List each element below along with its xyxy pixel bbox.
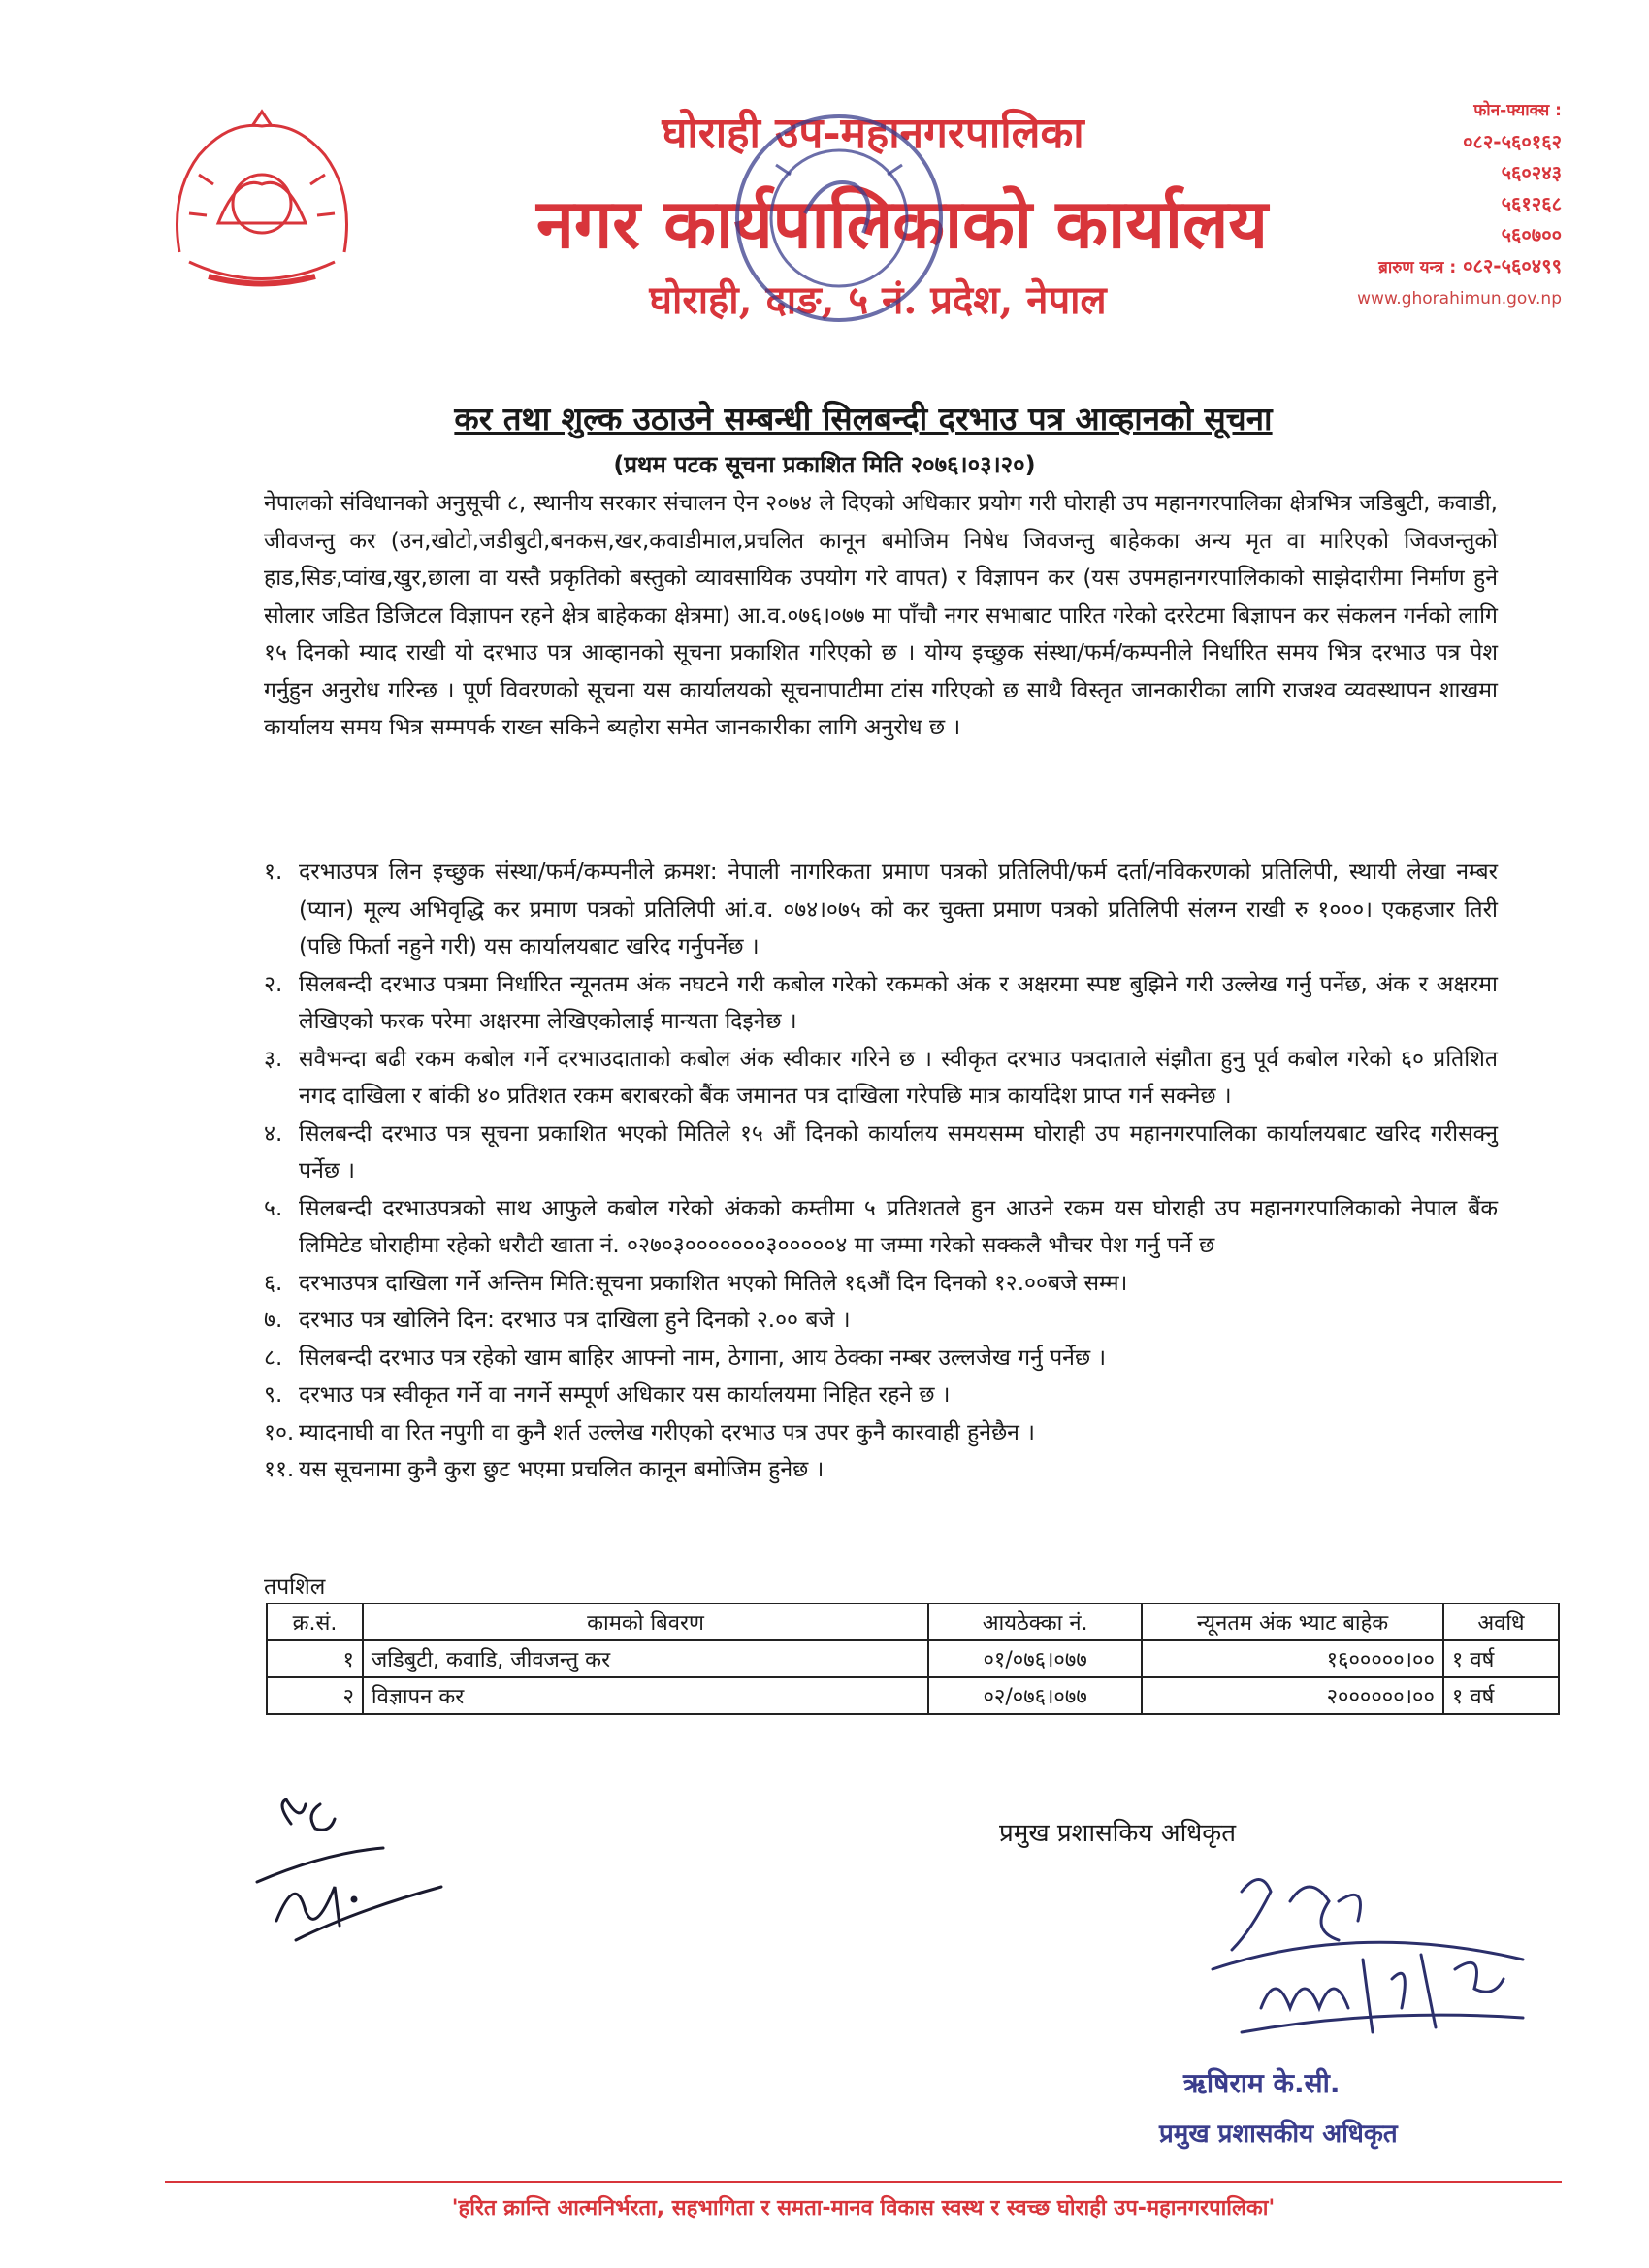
condition-number: २. <box>264 971 283 997</box>
condition-text: सिलबन्दी दरभाउ पत्र रहेको खाम बाहिर आफ्नो नाम, ठेगाना, आय ठेक्का नम्बर उल्लजेख गर्नु पर्नेछ । <box>299 1345 1107 1371</box>
signatory-title: प्रमुख प्रशासकीय अधिकृत <box>1159 2120 1398 2149</box>
column-header: कामको बिवरण <box>363 1604 928 1640</box>
condition-item <box>264 1190 1498 1265</box>
table-header-row <box>267 1604 1559 1640</box>
condition-number: ७. <box>264 1308 283 1333</box>
table-row <box>267 1640 1559 1677</box>
nepal-government-emblem-icon <box>160 107 364 301</box>
column-header: आयठेक्का नं. <box>928 1604 1142 1640</box>
table-cell: जडिबुटी, कवाडि, जीवजन्तु कर <box>363 1640 928 1677</box>
column-header: न्यूनतम अंक भ्याट बाहेक <box>1142 1604 1443 1640</box>
alarm-label: ब्रारुण यन्त्र : <box>1378 258 1457 277</box>
signatory-name: ऋषिराम के.सी. <box>1183 2067 1341 2099</box>
condition-text: दरभाउ पत्र खोलिने दिन: दरभाउ पत्र दाखिला हुने दिनको २.०० बजे । <box>299 1308 851 1333</box>
handwritten-signature-right <box>1203 1863 1533 2057</box>
condition-number: ६. <box>264 1270 283 1296</box>
condition-text: दरभाउपत्र दाखिला गर्ने अन्तिम मिति:सूचना प्रकाशित भएको मितिले १६औं दिन दिनको १२.००बजे सम्म। <box>299 1270 1128 1296</box>
table-cell: ०२/०७६।०७७ <box>928 1677 1142 1714</box>
chief-officer-label: प्रमुख प्रशासकिय अधिकृत <box>999 1819 1237 1848</box>
condition-item <box>264 1414 1498 1452</box>
condition-text: यस सूचनामा कुनै कुरा छुट भएमा प्रचलित कानून बमोजिम हुनेछ । <box>299 1457 824 1482</box>
condition-item <box>264 854 1498 966</box>
condition-text: सिलबन्दी दरभाउ पत्र सूचना प्रकाशित भएको मितिले १५ औं दिनको कार्यालय समयसम्म घोराही उप महानगरपालिका कार्यालयबाट खरिद गरीसक्नु पर्नेछ । <box>299 1120 1498 1183</box>
intro-paragraph: नेपालको संविधानको अनुसूची ८, स्थानीय सरकार संचालन ऐन २०७४ ले दिएको अधिकार प्रयोग गरी घोराही उप महानगरपालिका क्षेत्रभित्र जडिबुटी, कवाडी, जीवजन्तु कर (उन,खोटो,जडीबुटी,बनकस,खर,कवाडीमाल,प्रचलित कानून बमोजिम निषेध जिवजन्तु बाहेकका अन्य मृत वा मारिएको जिवजन्तुको हाड,सिङ,प्वांख,खुर,छाला वा यस्तै प्रकृतिको बस्तुको व्यावसायिक उपयोग गरे वापत) र विज्ञापन कर (यस उपमहानगरपालिकाको साझेदारीमा निर्माण हुने सोलार जडित डिजिटल विज्ञापन रहने क्षेत्र बाहेकका क्षेत्रमा) आ.व.०७६।०७७ मा पाँचौ नगर सभाबाट पारित गरेको दररेटमा बिज्ञापन कर संकलन गर्नको लागि १५ दिनको म्याद राखी यो दरभाउ पत्र आव्हानको सूचना प्रकाशित गरिएको छ । योग्य इच्छुक संस्था/फर्म/कम्पनीले निर्धारित समय भित्र दरभाउ पत्र पेश गर्नुहुन अनुरोध गरिन्छ । पूर्ण विवरणको सूचना यस कार्यालयको सूचनापाटीमा टांस गरिएको छ साथै विस्तृत जानकारीका लागि राजश्व व्यवस्थापन शाखमा कार्यालय समय भित्र सम्मपर्क राख्न सकिने ब्यहोरा समेत जानकारीका लागि अनुरोध छ । <box>264 491 1498 740</box>
alarm-number: ०८२-५६०४९९ <box>1463 254 1562 277</box>
table-cell: २००००००।०० <box>1142 1677 1443 1714</box>
condition-item <box>264 1041 1498 1116</box>
notice-title: कर तथा शुल्क उठाउने सम्बन्धी सिलबन्दी दरभाउ पत्र आव्हानको सूचना <box>454 400 1273 437</box>
condition-number: ११. <box>264 1457 295 1482</box>
municipality-round-stamp-icon <box>718 107 960 330</box>
schedule-table <box>266 1603 1560 1715</box>
phone-number: ०८२-५६०१६२ <box>1463 130 1562 153</box>
footer-divider <box>165 2181 1562 2183</box>
condition-number: ९. <box>264 1382 283 1408</box>
condition-number: ३. <box>264 1046 283 1072</box>
condition-number: ४. <box>264 1120 283 1147</box>
condition-item <box>264 1377 1498 1414</box>
org-line1: घोराही उप-महानगरपालिका <box>662 109 1084 158</box>
condition-text: म्यादनाघी वा रित नपुगी वा कुनै शर्त उल्लेख गरीएको दरभाउ पत्र उपर कुनै कारवाही हुनेछैन । <box>299 1419 1035 1445</box>
condition-number: १. <box>264 859 283 885</box>
condition-item <box>264 1451 1498 1489</box>
table-cell: २ <box>267 1677 363 1714</box>
phone-number: ५६०७०० <box>1501 223 1562 246</box>
condition-text: दरभाउ पत्र स्वीकृत गर्ने वा नगर्ने सम्पूर्ण अधिकार यस कार्यालयमा निहित रहने छ । <box>299 1382 951 1408</box>
condition-text: दरभाउपत्र लिन इच्छुक संस्था/फर्म/कम्पनीले क्रमश: नेपाली नागरिकता प्रमाण पत्रको प्रतिलिपी/फर्म दर्ता/नविकरणको प्रतिलिपी, स्थायी लेखा नम्बर (प्यान) मूल्य अभिवृद्धि कर प्रमाण पत्रको प्रतिलिपी आं.व. ०७४।०७५ को कर चुक्ता प्रमाण पत्रको प्रतिलिपी संलग्न राखी रु १०००। एकहजार तिरी (पछि फिर्ता नहुने गरी) यस कार्यालयबाट खरिद गर्नुपर्नेछ । <box>299 859 1498 959</box>
condition-item <box>264 1116 1498 1190</box>
column-header: अवधि <box>1443 1604 1559 1640</box>
table-cell: १६०००००।०० <box>1142 1640 1443 1677</box>
org-line2: नगर कार्यपालिकाको कार्यालय <box>535 183 1269 264</box>
letterhead <box>0 0 1649 340</box>
condition-text: सिलबन्दी दरभाउपत्रको साथ आफुले कबोल गरेको अंकको कम्तीमा ५ प्रतिशतले हुन आउने रकम यस घोराही उप महानगरपालिकाको नेपाल बैंक लिमिटेड घोराहीमा रहेको धरौटी खाता नं. ०२७०३०००००००३०००००४ मा जम्मा गरेको सक्कलै भौचर पेश गर्नु पर्ने छ <box>299 1195 1498 1258</box>
condition-item <box>264 1340 1498 1377</box>
conditions-list <box>264 854 1498 1489</box>
notice-intro <box>264 485 1498 747</box>
condition-number: १०. <box>264 1419 295 1445</box>
contact-block <box>1280 95 1562 314</box>
footer-motto: 'हरित क्रान्ति आत्मनिर्भरता, सहभागिता र समता-मानव विकास स्वस्थ र स्वच्छ घोराही उप-महानगरपालिका' <box>451 2196 1276 2220</box>
table-row <box>267 1677 1559 1714</box>
website-link[interactable]: www.ghorahimun.gov.np <box>1357 289 1562 308</box>
phone-number: ५६०२४३ <box>1501 161 1562 184</box>
table-cell: १ <box>267 1640 363 1677</box>
condition-item <box>264 1302 1498 1340</box>
table-cell: विज्ञापन कर <box>363 1677 928 1714</box>
condition-text: सवैभन्दा बढी रकम कबोल गर्ने दरभाउदाताको कबोल अंक स्वीकार गरिने छ । स्वीकृत दरभाउ पत्रदाताले संझौता हुनु पूर्व कबोल गरेको ६० प्रतिशित नगद दाखिला र बांकी ४० प्रतिशत रकम बराबरको बैंक जमानत पत्र दाखिला गरेपछि मात्र कार्यादेश प्राप्त गर्न सक्नेछ । <box>299 1046 1498 1109</box>
condition-number: ८. <box>264 1345 283 1371</box>
condition-item <box>264 966 1498 1041</box>
handwritten-signature-left <box>247 1795 470 1960</box>
condition-text: सिलबन्दी दरभाउ पत्रमा निर्धारित न्यूनतम अंक नघटने गरी कबोल गरेको रकमको अंक र अक्षरमा स्पष्ट बुझिने गरी उल्लेख गर्नु पर्नेछ, अंक र अक्षरमा लेखिएको फरक परेमा अक्षरमा लेखिएकोलाई मान्यता दिइनेछ । <box>299 971 1498 1034</box>
table-cell: १ वर्ष <box>1443 1640 1559 1677</box>
condition-number: ५. <box>264 1195 283 1221</box>
org-line3: घोराही, दाङ, ५ नं. प्रदेश, नेपाल <box>649 277 1107 323</box>
condition-item <box>264 1265 1498 1303</box>
table-cell: १ वर्ष <box>1443 1677 1559 1714</box>
schedule-label: तपशिल <box>264 1574 326 1600</box>
table-cell: ०१/०७६।०७७ <box>928 1640 1142 1677</box>
column-header: क्र.सं. <box>267 1604 363 1640</box>
contact-label: फोन-फ्याक्स : <box>1473 101 1562 120</box>
notice-subtitle: (प्रथम पटक सूचना प्रकाशित मिति २०७६।०३।२०) <box>613 451 1036 478</box>
phone-number: ५६१२६८ <box>1501 192 1562 215</box>
